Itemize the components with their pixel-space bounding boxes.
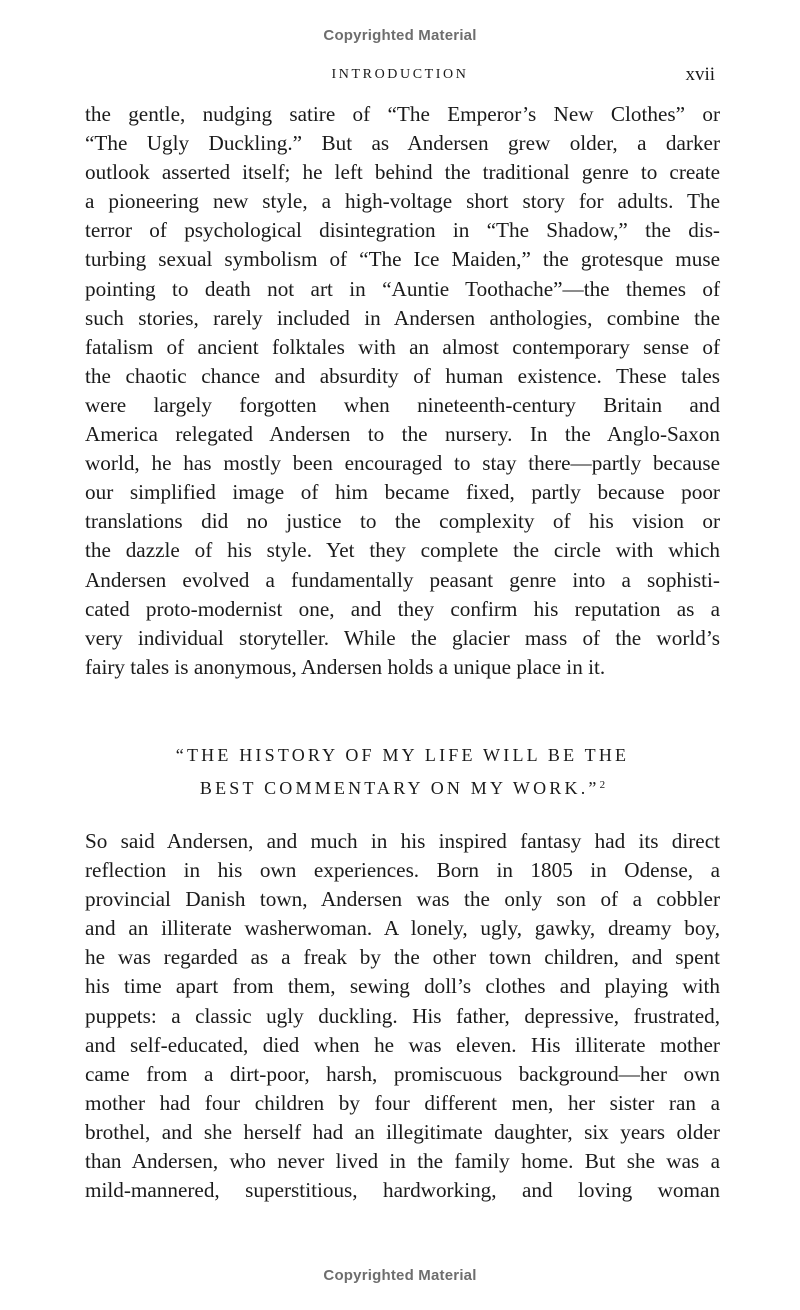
- copyright-watermark-top: Copyrighted Material: [323, 27, 477, 44]
- text-line: such stories, rarely included in Andersen anthologies, combine the: [85, 305, 720, 330]
- text-line: fairy tales is anonymous, Andersen holds a unique place in it.: [85, 654, 606, 679]
- text-line: his time apart from them, sewing doll’s clothes and playing with: [85, 974, 720, 999]
- text-line: turbing sexual symbolism of “The Ice Maiden,” the grotesque muse: [85, 247, 720, 272]
- text-line: So said Andersen, and much in his inspired fantasy had its direct: [85, 829, 720, 853]
- page-number: xvii: [685, 64, 715, 85]
- text-line: terror of psychological disintegration in “The Shadow,” the dis-: [85, 218, 720, 243]
- text-line: a pioneering new style, a high-voltage short story for adults. The: [85, 189, 720, 214]
- footnote-reference: 2: [599, 779, 606, 791]
- section-heading-line-1: “THE HISTORY OF MY LIFE WILL BE THE: [175, 745, 630, 765]
- text-line: and an illiterate washerwoman. A lonely, ugly, gawky, dreamy boy,: [85, 916, 720, 941]
- text-line: were largely forgotten when nineteenth-century Britain and: [85, 392, 720, 417]
- section-heading: [85, 740, 720, 803]
- text-line: very individual storyteller. While the glacier mass of the world’s: [85, 625, 720, 650]
- text-line: came from a dirt-poor, harsh, promiscuous background—her own: [85, 1061, 720, 1086]
- text-line: brothel, and she herself had an illegitimate daughter, six years older: [85, 1119, 720, 1144]
- text-line: the gentle, nudging satire of “The Emperor’s New Clothes” or: [85, 102, 720, 126]
- text-line: mild-mannered, superstitious, hardworking, and loving woman: [85, 1178, 720, 1203]
- text-line: the chaotic chance and absurdity of human existence. These tales: [85, 363, 720, 388]
- text-line: fatalism of ancient folktales with an almost contemporary sense of: [85, 334, 720, 359]
- text-line: America relegated Andersen to the nursery. In the Anglo-Saxon: [85, 422, 720, 447]
- text-line: world, he has mostly been encouraged to stay there—partly because: [85, 451, 720, 476]
- running-head: [0, 64, 800, 86]
- text-line: the dazzle of his style. Yet they complete the circle with which: [85, 538, 720, 563]
- text-line: he was regarded as a freak by the other town children, and spent: [85, 945, 720, 970]
- text-line: translations did no justice to the complexity of his vision or: [85, 509, 720, 534]
- paragraph-2: [85, 827, 720, 1205]
- text-line: provincial Danish town, Andersen was the only son of a cobbler: [85, 887, 720, 912]
- copyright-watermark-bottom: Copyrighted Material: [323, 1267, 477, 1284]
- text-line: mother had four children by four different men, her sister ran a: [85, 1090, 720, 1115]
- text-line: puppets: a classic ugly duckling. His father, depressive, frustrated,: [85, 1003, 720, 1028]
- text-line: Andersen evolved a fundamentally peasant genre into a sophisti-: [85, 567, 720, 592]
- section-heading-line-2-text: BEST COMMENTARY ON MY WORK.”: [199, 778, 600, 798]
- text-line: cated proto-modernist one, and they confirm his reputation as a: [85, 596, 720, 621]
- running-head-title: INTRODUCTION: [331, 67, 469, 82]
- text-line: and self-educated, died when he was eleven. His illiterate mother: [85, 1032, 720, 1057]
- text-line: our simplified image of him became fixed, partly because poor: [85, 480, 720, 505]
- text-line: “The Ugly Duckling.” But as Andersen grew older, a darker: [85, 131, 720, 156]
- section-heading-line-2: [85, 770, 720, 803]
- text-line: outlook asserted itself; he left behind the traditional genre to create: [85, 160, 720, 185]
- text-line: pointing to death not art in “Auntie Toothache”—the themes of: [85, 276, 720, 301]
- text-line: reflection in his own experiences. Born in 1805 in Odense, a: [85, 858, 720, 883]
- text-line: than Andersen, who never lived in the family home. But she was a: [85, 1149, 720, 1174]
- paragraph-1: [85, 100, 720, 682]
